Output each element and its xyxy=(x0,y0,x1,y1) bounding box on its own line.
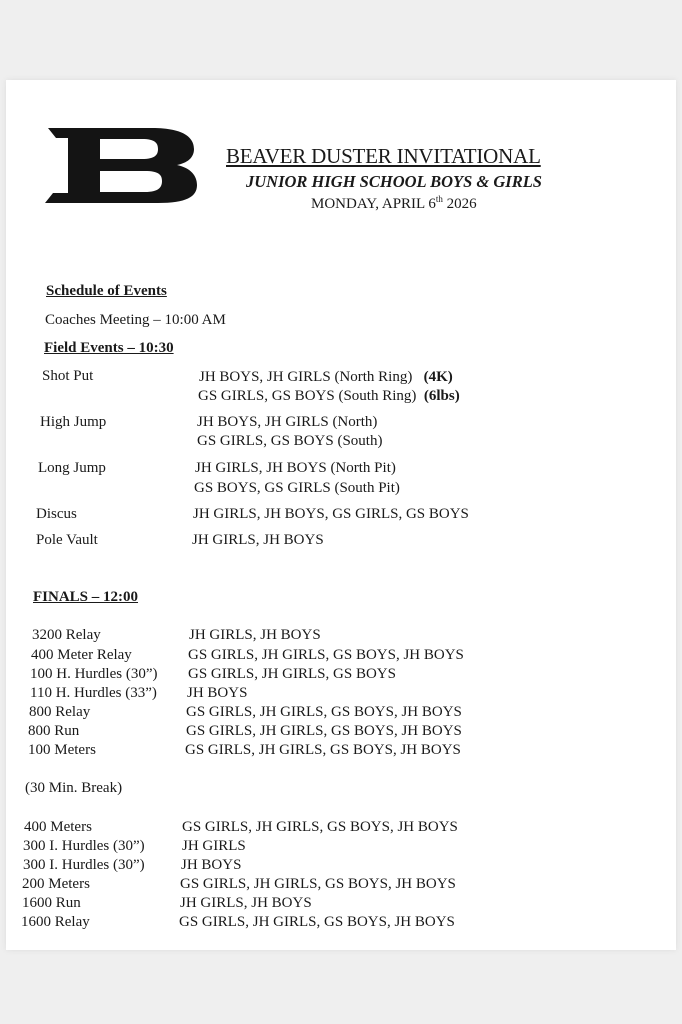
finals-groups: JH GIRLS, JH BOYS xyxy=(189,627,321,643)
finals-event: 400 Meter Relay xyxy=(31,647,132,663)
finals-groups: GS GIRLS, JH GIRLS, GS BOYS, JH BOYS xyxy=(186,723,462,739)
finals-event: 800 Relay xyxy=(29,704,91,720)
finals-groups: JH GIRLS, JH BOYS xyxy=(180,895,312,911)
finals-event: 300 I. Hurdles (30”) xyxy=(23,857,145,873)
pole-vault-line1: JH GIRLS, JH BOYS xyxy=(192,532,324,548)
event-name-long-jump: Long Jump xyxy=(38,460,106,476)
finals-event: 300 I. Hurdles (30”) xyxy=(23,838,145,854)
event-title: BEAVER DUSTER INVITATIONAL xyxy=(226,144,541,168)
finals-event: 3200 Relay xyxy=(32,627,101,643)
finals-event: 100 H. Hurdles (30”) xyxy=(30,666,158,682)
finals-event: 400 Meters xyxy=(24,819,92,835)
coaches-meeting: Coaches Meeting – 10:00 AM xyxy=(45,312,226,328)
finals-groups: GS GIRLS, JH GIRLS, GS BOYS xyxy=(188,666,396,682)
finals-groups: JH BOYS xyxy=(181,857,242,873)
long-jump-line2: GS BOYS, GS GIRLS (South Pit) xyxy=(194,480,400,496)
high-jump-line2: GS GIRLS, GS BOYS (South) xyxy=(197,433,383,449)
finals-groups: GS GIRLS, JH GIRLS, GS BOYS, JH BOYS xyxy=(180,876,456,892)
finals-groups: GS GIRLS, JH GIRLS, GS BOYS, JH BOYS xyxy=(188,647,464,663)
field-events-heading: Field Events – 10:30 xyxy=(44,340,174,356)
finals-event: 1600 Relay xyxy=(21,914,90,930)
long-jump-line1: JH GIRLS, JH BOYS (North Pit) xyxy=(195,460,396,476)
finals-groups: JH GIRLS xyxy=(182,838,246,854)
event-name-discus: Discus xyxy=(36,506,77,522)
finals-groups: GS GIRLS, JH GIRLS, GS BOYS, JH BOYS xyxy=(185,742,461,758)
event-name-high-jump: High Jump xyxy=(40,414,107,430)
beaver-b-logo xyxy=(44,125,199,205)
finals-event: 800 Run xyxy=(28,723,80,739)
event-date: MONDAY, APRIL 6th 2026 xyxy=(311,194,477,212)
schedule-heading: Schedule of Events xyxy=(46,283,167,299)
finals-groups: GS GIRLS, JH GIRLS, GS BOYS, JH BOYS xyxy=(186,704,462,720)
discus-line1: JH GIRLS, JH BOYS, GS GIRLS, GS BOYS xyxy=(193,506,469,522)
event-name-pole-vault: Pole Vault xyxy=(36,532,98,548)
finals-event: 200 Meters xyxy=(22,876,90,892)
shot-put-line2: GS GIRLS, GS BOYS (South Ring) (6lbs) xyxy=(198,388,460,404)
finals-event: 110 H. Hurdles (33”) xyxy=(30,685,157,701)
finals-groups: JH BOYS xyxy=(187,685,248,701)
event-subtitle: JUNIOR HIGH SCHOOL BOYS & GIRLS xyxy=(246,172,542,191)
finals-heading: FINALS – 12:00 xyxy=(33,589,139,605)
event-name-shot-put: Shot Put xyxy=(42,368,94,384)
finals-event: 1600 Run xyxy=(22,895,81,911)
break-note: (30 Min. Break) xyxy=(25,780,123,796)
shot-put-line1: JH BOYS, JH GIRLS (North Ring) (4K) xyxy=(199,369,453,385)
finals-groups: GS GIRLS, JH GIRLS, GS BOYS, JH BOYS xyxy=(182,819,458,835)
finals-groups: GS GIRLS, JH GIRLS, GS BOYS, JH BOYS xyxy=(179,914,455,930)
finals-event: 100 Meters xyxy=(28,742,96,758)
high-jump-line1: JH BOYS, JH GIRLS (North) xyxy=(197,414,378,430)
